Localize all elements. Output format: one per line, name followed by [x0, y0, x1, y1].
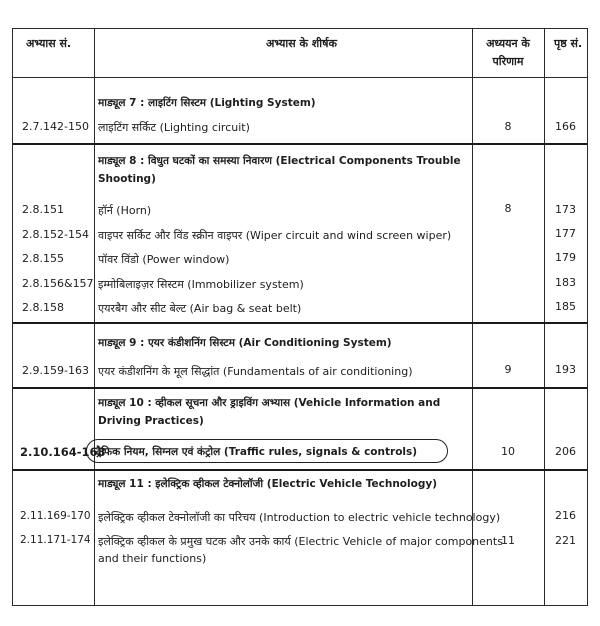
section-divider-1 [13, 143, 587, 145]
row-page: 177 [555, 227, 576, 240]
section-divider-2 [13, 322, 587, 324]
row-title: इम्मोबिलाइज़र सिस्टम (Immobilizer system) [98, 278, 304, 291]
row-page: 179 [555, 251, 576, 264]
row-outcome: 8 [504, 120, 512, 133]
header-outcome-line2: परिणाम [492, 55, 524, 68]
col-divider-1 [94, 29, 95, 605]
row-page: 193 [555, 363, 576, 376]
header-title: अभ्यास के शीर्षक [266, 37, 337, 50]
section-divider-3 [13, 387, 587, 389]
row-title: लाइटिंग सर्किट (Lighting circuit) [98, 121, 250, 134]
header-divider [13, 77, 587, 78]
header-outcome-line1: अध्ययन के [486, 37, 530, 50]
header-exercise-no: अभ्यास सं. [26, 37, 72, 50]
module-10-title-line1: माड्यूल 10 : व्हीकल सूचना और ड्राइविंग अभ्यास (Vehicle Information and [98, 397, 441, 409]
row-no: 2.8.156&157 [22, 277, 94, 290]
row-title-line1: इलेक्ट्रिक व्हीकल के प्रमुख घटक और उनके कार्य (Electric Vehicle of major components [98, 535, 503, 548]
module-8-outcome: 8 [504, 202, 512, 215]
row-no: 2.9.159-163 [22, 364, 89, 377]
module-8-title-line2: Shooting) [98, 173, 156, 185]
row-no: 2.7.142-150 [22, 120, 89, 133]
row-outcome: 11 [501, 534, 515, 547]
row-no: 2.8.155 [22, 252, 64, 265]
row-no: 2.11.169-170 [20, 510, 91, 522]
row-title: हॉर्न (Horn) [98, 204, 152, 217]
row-no: 2.8.151 [22, 203, 64, 216]
row-title: इलेक्ट्रिक व्हीकल टेक्नोलॉजी का परिचय (Introduction to electric vehicle technology) [98, 511, 501, 524]
row-no: 2.8.152-154 [22, 228, 89, 241]
module-8-title-line1: माड्यूल 8 : विधुत घटकों का समस्या निवारण (Electrical Components Trouble [98, 155, 461, 167]
row-title: पॉवर विंडो (Power window) [98, 253, 230, 266]
row-outcome: 10 [501, 445, 515, 458]
row-title: ट्रैफिक नियम, सिग्नल एवं कंट्रोल (Traffic rules, signals & controls) [96, 446, 418, 458]
module-7-title: माड्यूल 7 : लाइटिंग सिस्टम (Lighting System) [98, 97, 316, 109]
row-title: एयर कंडीशनिंग के मूल सिद्धांत (Fundamentals of air conditioning) [98, 365, 413, 378]
row-title-line2: and their functions) [98, 552, 207, 565]
module-10-title-line2: Driving Practices) [98, 415, 204, 427]
row-page: 185 [555, 300, 576, 313]
row-page: 216 [555, 509, 576, 522]
header-page-no: पृष्ठ सं. [554, 37, 583, 50]
row-no: 2.8.158 [22, 301, 64, 314]
row-page: 183 [555, 276, 576, 289]
row-page: 173 [555, 203, 576, 216]
row-no: 2.11.171-174 [20, 534, 91, 546]
module-9-title: माड्यूल 9 : एयर कंडीशनिंग सिस्टम (Air Conditioning System) [98, 337, 392, 349]
row-no: 2.10.164-168 [20, 445, 106, 459]
row-page: 166 [555, 120, 576, 133]
row-outcome: 9 [504, 363, 512, 376]
row-title: वाइपर सर्किट और विंड स्क्रीन वाइपर (Wiper circuit and wind screen wiper) [98, 229, 452, 242]
row-page: 221 [555, 534, 576, 547]
row-page: 206 [555, 445, 576, 458]
section-divider-4 [13, 469, 587, 471]
row-title: एयरबैग और सीट बेल्ट (Air bag & seat belt) [98, 302, 302, 315]
module-11-title: माड्यूल 11 : इलेक्ट्रिक व्हीकल टेक्नोलॉजी (Electric Vehicle Technology) [98, 478, 437, 490]
